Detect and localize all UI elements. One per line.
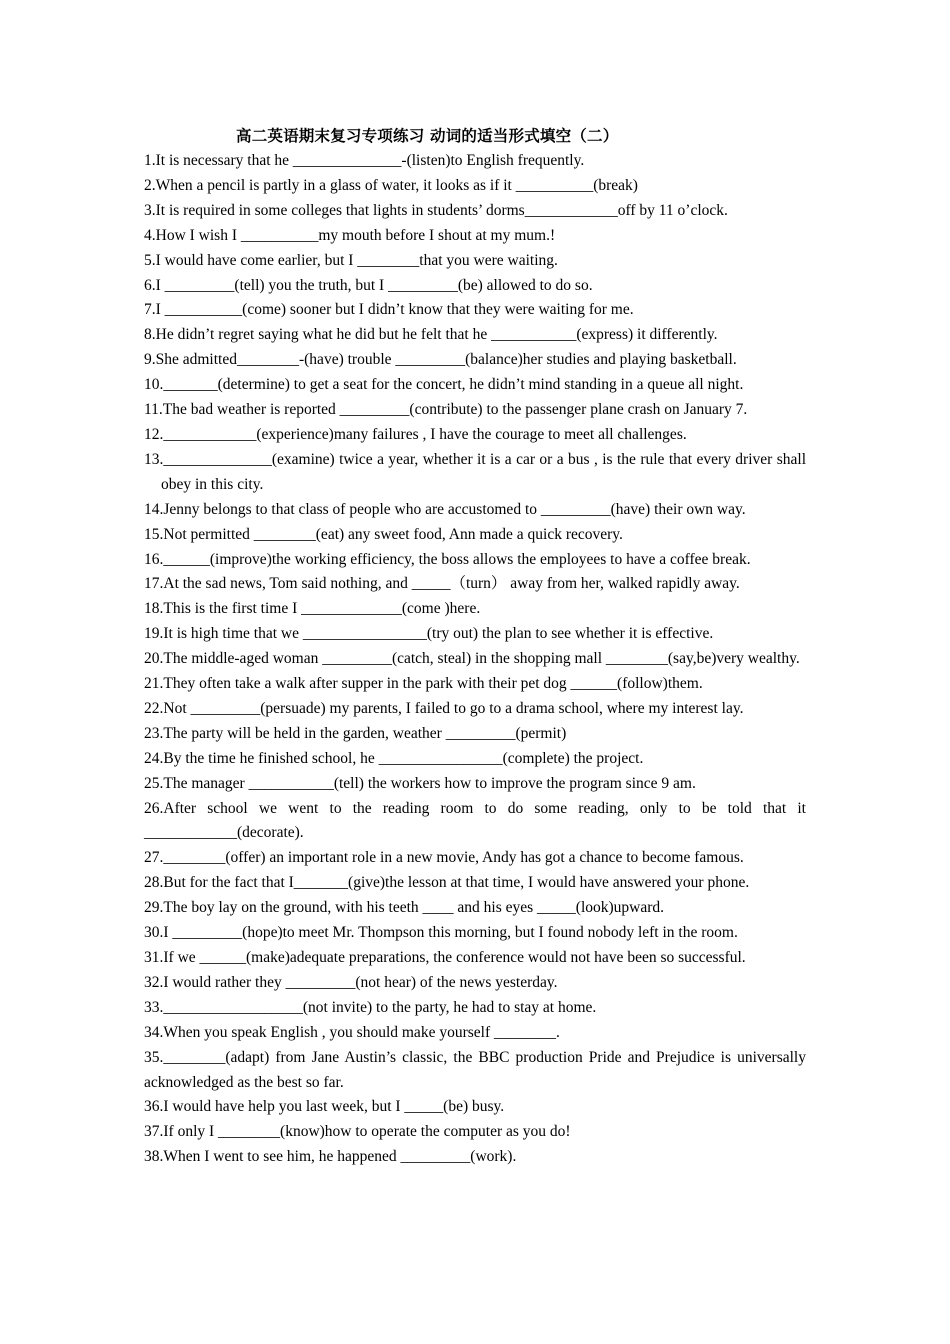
question-item: 13.______________(examine) twice a year, whether it is a car or a bus , is the rule that every driver shall obey in this city. bbox=[144, 450, 806, 493]
question-item: 27.________(offer) an important role in a new movie, Andy has got a chance to become famous. bbox=[144, 849, 744, 867]
question-item: 23.The party will be held in the garden, weather _________(permit) bbox=[144, 724, 567, 742]
question-item: 1.It is necessary that he ______________-(listen)to English frequently. bbox=[144, 152, 585, 169]
question-item: 31.If we ______(make)adequate preparations, the conference would not have been so successful. bbox=[144, 949, 746, 966]
question-item: 26.After school we went to the reading room to do some reading, only to be told that it ____________(decorate). bbox=[144, 799, 806, 842]
question-item: 15.Not permitted ________(eat) any sweet food, Ann made a quick recovery. bbox=[144, 525, 623, 543]
question-item: 33.__________________(not invite) to the party, he had to stay at home. bbox=[144, 998, 597, 1016]
question-item: 11.The bad weather is reported _________(contribute) to the passenger plane crash on January 7. bbox=[144, 401, 748, 419]
question-item: 28.But for the fact that I_______(give)the lesson at that time, I would have answered your phone. bbox=[144, 874, 750, 892]
question-item: 7.I __________(come) sooner but I didn’t know that they were waiting for me. bbox=[144, 301, 634, 319]
question-item: 38.When I went to see him, he happened _________(work). bbox=[144, 1148, 517, 1166]
question-item: 29.The boy lay on the ground, with his teeth ____ and his eyes _____(look)upward. bbox=[144, 899, 665, 917]
question-item: 10._______(determine) to get a seat for the concert, he didn’t mind standing in a queue all night. bbox=[144, 376, 744, 394]
question-item: 12.____________(experience)many failures , I have the courage to meet all challenges. bbox=[144, 425, 687, 443]
question-item: 35.________(adapt) from Jane Austin’s classic, the BBC production Pride and Prejudice is universally acknowledged as the best so far. bbox=[144, 1048, 806, 1091]
question-item: 3.It is required in some colleges that lights in students’ dorms____________off by 11 o’clock. bbox=[144, 201, 728, 219]
question-item: 24.By the time he finished school, he ________________(complete) the project. bbox=[144, 749, 644, 767]
question-item: 6.I _________(tell) you the truth, but I _________(be) allowed to do so. bbox=[144, 276, 593, 294]
question-item: 14.Jenny belongs to that class of people who are accustomed to _________(have) their own way. bbox=[144, 500, 746, 518]
question-item: 34.When you speak English , you should make yourself ________. bbox=[144, 1023, 560, 1041]
question-item: 17.At the sad news, Tom said nothing, and _____（turn） away from her, walked rapidly away. bbox=[144, 575, 740, 593]
page-title: 高二英语期末复习专项练习 动词的适当形式填空（二） bbox=[236, 127, 619, 145]
question-item: 4.How I wish I __________my mouth before I shout at my mum.! bbox=[144, 226, 556, 244]
question-item: 21.They often take a walk after supper in the park with their pet dog ______(follow)them. bbox=[144, 675, 703, 693]
question-item: 30.I _________(hope)to meet Mr. Thompson this morning, but I found nobody left in the room. bbox=[144, 924, 738, 942]
question-item: 19.It is high time that we ________________(try out) the plan to see whether it is effective. bbox=[144, 625, 714, 643]
question-item: 9.She admitted________-(have) trouble _________(balance)her studies and playing basketball. bbox=[144, 351, 737, 369]
document-page bbox=[144, 124, 806, 1170]
question-item: 18.This is the first time I _____________(come )here. bbox=[144, 600, 481, 618]
question-item: 8.He didn’t regret saying what he did but he felt that he ___________(express) it differently. bbox=[144, 326, 718, 344]
question-item: 22.Not _________(persuade) my parents, I failed to go to a drama school, where my interest lay. bbox=[144, 699, 744, 717]
question-item: 36.I would have help you last week, but I _____(be) busy. bbox=[144, 1098, 505, 1116]
question-item: 37.If only I ________(know)how to operate the computer as you do! bbox=[144, 1123, 571, 1141]
question-item: 20.The middle-aged woman _________(catch, steal) in the shopping mall ________(say,be)very wealthy. bbox=[144, 650, 800, 668]
question-item: 2.When a pencil is partly in a glass of water, it looks as if it __________(break) bbox=[144, 176, 638, 194]
question-item: 32.I would rather they _________(not hear) of the news yesterday. bbox=[144, 973, 558, 991]
question-item: 16.______(improve)the working efficiency, the boss allows the employees to have a coffee break. bbox=[144, 550, 751, 568]
question-item: 5.I would have come earlier, but I ________that you were waiting. bbox=[144, 251, 558, 269]
question-item: 25.The manager ___________(tell) the workers how to improve the program since 9 am. bbox=[144, 774, 696, 792]
